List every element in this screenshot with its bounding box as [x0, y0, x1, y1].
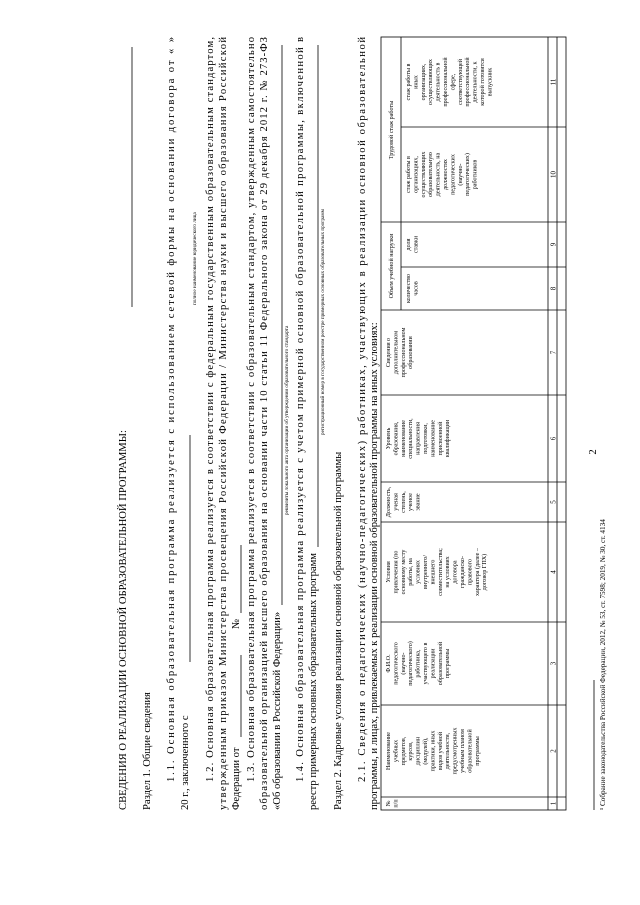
column-number-7: 7	[549, 350, 558, 355]
column-header-1: №п/п	[386, 799, 400, 808]
column-number-6: 6	[549, 436, 558, 441]
p1-1-caption: полное наименование юридического лица	[192, 212, 198, 305]
p1-3-caption: реквизиты локального акта организации об утверждении образовательного стандарта	[284, 325, 290, 515]
column-header-5: Должность,ученаястепень,ученоезвание	[386, 486, 422, 518]
p1-4-caption: регистрационный номер в государственном реестре примерных основных образовательных программ	[320, 209, 326, 435]
column-number-5: 5	[549, 500, 558, 504]
column-number-3: 3	[549, 661, 558, 666]
staff-table	[381, 37, 566, 810]
column-header-3: Ф.И.О.педагогического(научно-педагогического)работника,участвующего вреализацииобразовательнойпрограммы	[386, 641, 452, 686]
p1-1-line2: 20 г., заключенного с	[180, 715, 191, 810]
p1-2-line1: 1.2. Основная образовательная программа реализуется в соответствии с федеральным государственным образовательным стандартом,	[205, 36, 216, 782]
p1-3-line1: 1.3. Основная образовательная программа реализуется в соответствии с образовательным стандартом, утвержденным самостоятельно	[246, 37, 257, 782]
column-number-1: 1	[549, 801, 558, 806]
p1-3-line3: «Об образовании в Российской Федерации»	[272, 611, 283, 810]
p1-4-line1: 1.4. Основная образовательная программа реализуется с учетом примерной основной образовательной программы, включенной в	[295, 37, 306, 782]
p2-1-line2: программы, и лицах, привлекаемых к реализации основной образовательной программы на иных условиях:	[369, 322, 380, 810]
section-1-heading: Раздел 1. Общие сведения	[142, 692, 153, 810]
section-2-heading: Раздел 2. Кадровые условия реализации основной образовательной программы	[333, 451, 344, 810]
footnote: ¹ Собрание законодательства Российской Федерации, 2012, № 53, ст. 7598; 2019, № 30, ст. 4134	[599, 519, 607, 810]
p1-2-line3: Федерации от	[231, 747, 242, 810]
column-header-4: Условияпривлечения (поосновному местуработы, наусловияхвнутреннего/внешнегосовместительства;на условияхдоговорагражданско-правовогохарактера (далее –договор ГПХ)	[386, 548, 489, 596]
p2-1-line1: 2.1. Сведения о педагогических (научно-педагогических) работниках, участвующих в реализации основной образовательной	[357, 37, 368, 782]
column-header-6: Уровеньобразования,наименованиеспециальности,направленияподготовки,наименованиеприсвоеннойквалификации	[386, 418, 452, 459]
p1-3-line2: образовательной организацией высшего образования на основании части 10 статьи 11 Федерального закона от 29 декабря 2012 г. № 273-ФЗ	[259, 37, 270, 810]
column-header-7: Сведения одополнительномпрофессиональномобразовании	[386, 327, 415, 378]
column-number-4: 4	[549, 570, 558, 574]
column-header-rate: доляставки	[406, 235, 420, 254]
document-title: СВЕДЕНИЯ О РЕАЛИЗАЦИИ ОСНОВНОЙ ОБРАЗОВАТЕЛЬНОЙ ПРОГРАММЫ:	[118, 430, 129, 810]
page-number: 2	[588, 449, 599, 455]
column-header-hours: количествочасов	[406, 273, 420, 304]
p1-4-line2: реестр примерных основных образовательных программ	[308, 553, 319, 810]
header-volume: Объем учебной нагрузки	[389, 233, 395, 299]
p1-2-line2: утвержденным приказом Министерства просвещения Российской Федерации / Министерства науки и высшего образования Российской	[218, 37, 229, 810]
column-number-10: 10	[549, 171, 558, 178]
page-body	[117, 37, 607, 810]
column-number-9: 9	[549, 242, 558, 247]
column-header-2: Наименованиеучебныхпредметов,курсов,дисциплин(модулей),практики, иныхвидов учебнойдеятельности,предусмотренныхучебным планомобразовательнойпрограммы	[386, 727, 481, 775]
p1-2-number-sign: №	[231, 618, 242, 629]
column-header-ped-experience: стаж работы ворганизациях,осуществляющихобразовательнуюдеятельность, надолжностяхпедагогических(научно-педагогических)работников	[406, 151, 479, 198]
column-number-11: 11	[549, 78, 558, 86]
column-number-8: 8	[549, 286, 558, 291]
column-header-prof-experience: стаж работы виныхорганизациях,осуществляющихдеятельность впрофессиональнойсфере,соответствующейпрофессиональнойдеятельности, ккоторой готовитсявыпускник	[406, 57, 494, 107]
p1-1-line1: 1.1. Основная образовательная программа реализуется с использованием сетевой формы на основании договора от « »	[166, 36, 177, 782]
header-experience: Трудовой стаж работы	[389, 100, 395, 160]
column-number-2: 2	[549, 749, 558, 753]
